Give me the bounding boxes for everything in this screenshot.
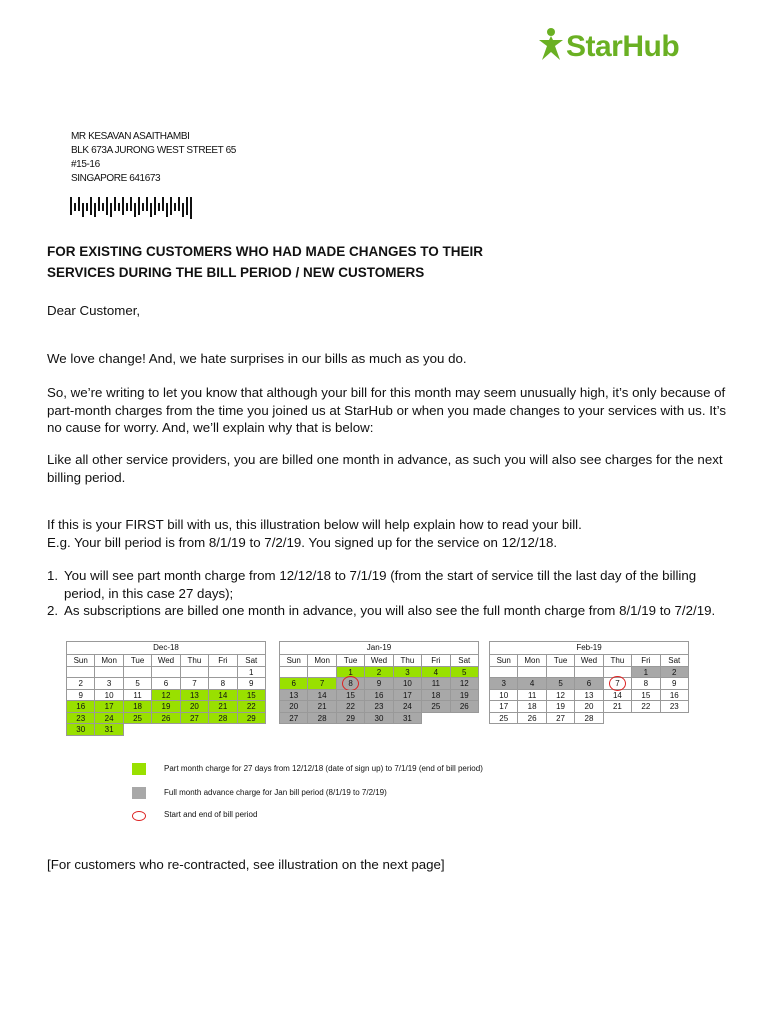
day-number: 9 (672, 679, 677, 688)
day-number: 17 (104, 702, 114, 711)
day-header: Thu (181, 655, 209, 667)
day-header: Sun (67, 655, 95, 667)
day-number: 12 (459, 679, 469, 688)
day-number: 15 (641, 690, 651, 700)
day-number: 7 (319, 679, 325, 688)
day-number: 30 (374, 713, 384, 723)
day-number: 9 (376, 679, 382, 688)
calendar-title: Feb-19 (489, 641, 689, 654)
legend-label: Full month advance charge for Jan bill period (8/1/19 to 7/2/19) (164, 788, 387, 797)
day-header: Tue (124, 655, 152, 667)
recipient-address (71, 130, 236, 186)
day-number: 10 (499, 690, 509, 700)
list-text: You will see part month charge from 12/12/18 to 7/1/19 (from the start of service till the last day of the billing period, in this case 27 days); (64, 568, 697, 601)
day-number: 2 (376, 667, 382, 677)
day-number: 2 (78, 679, 83, 688)
day-number: 24 (402, 702, 412, 711)
day-number: 27 (289, 713, 299, 723)
day-number: 1 (643, 667, 649, 677)
day-header: Thu (394, 655, 422, 667)
postal-barcode (70, 197, 200, 219)
day-number: 28 (584, 713, 594, 723)
day-number: 12 (161, 690, 171, 700)
day-number: 7 (192, 679, 197, 688)
legend-swatch-green (132, 763, 146, 775)
charge-list (47, 567, 727, 620)
day-header: Fri (422, 655, 450, 667)
day-number: 15 (246, 690, 256, 700)
legend-label: Part month charge for 27 days from 12/12/18 (date of sign up) to 7/1/19 (end of bill period) (164, 764, 483, 773)
day-header: Tue (547, 655, 575, 667)
day-number: 14 (317, 690, 327, 700)
day-number: 18 (431, 690, 441, 700)
day-number: 3 (405, 667, 410, 677)
day-number: 22 (641, 702, 651, 711)
first-bill-line: If this is your FIRST bill with us, this illustration below will help explain how to read your bill. (47, 517, 582, 532)
advance-billing-paragraph: Like all other service providers, you are billed one month in advance, as such you will also see charges for the next billing period. (47, 452, 723, 485)
day-number: 25 (499, 713, 509, 723)
day-number: 11 (431, 679, 440, 688)
day-number: 6 (291, 679, 296, 688)
day-number: 5 (135, 679, 140, 688)
day-number: 13 (189, 690, 199, 700)
list-item (47, 602, 727, 620)
day-number: 31 (104, 725, 114, 734)
day-number: 10 (104, 690, 114, 700)
day-number: 3 (106, 679, 112, 688)
day-number: 16 (374, 690, 384, 700)
legend-circle-icon (132, 811, 146, 821)
day-number: 7 (615, 679, 620, 688)
day-number: 14 (218, 690, 228, 700)
day-number: 14 (612, 690, 622, 700)
day-number: 5 (558, 679, 563, 688)
day-header: Sat (451, 655, 479, 667)
greeting: Dear Customer, (47, 303, 141, 318)
letter-heading (47, 241, 483, 283)
day-number: 21 (612, 702, 622, 711)
day-number: 8 (348, 679, 353, 688)
day-number: 23 (669, 702, 679, 711)
day-number: 30 (76, 725, 86, 734)
day-number: 16 (76, 702, 86, 711)
intro-paragraph: We love change! And, we hate surprises in our bills as much as you do. (47, 351, 467, 366)
day-number: 11 (527, 690, 537, 700)
day-number: 12 (556, 690, 566, 700)
star-person-icon (536, 26, 566, 66)
calendar-title: Jan-19 (279, 641, 479, 654)
day-number: 17 (402, 690, 412, 700)
day-number: 21 (317, 702, 327, 711)
day-number: 4 (529, 679, 535, 688)
address-line: BLK 673A JURONG WEST STREET 65 (71, 145, 236, 156)
day-header: Mon (95, 655, 123, 667)
heading-line: SERVICES DURING THE BILL PERIOD / NEW CUSTOMERS (47, 265, 425, 280)
footer-note: [For customers who re-contracted, see illustration on the next page] (47, 857, 445, 872)
address-line: MR KESAVAN ASAITHAMBI (71, 131, 190, 142)
day-number: 1 (348, 667, 353, 677)
heading-line: FOR EXISTING CUSTOMERS WHO HAD MADE CHANGES TO THEIR (47, 244, 484, 259)
day-number: 16 (669, 690, 679, 700)
day-header: Thu (604, 655, 632, 667)
day-number: 20 (584, 702, 594, 711)
day-number: 15 (346, 690, 356, 700)
day-header: Sat (238, 655, 266, 667)
day-number: 3 (501, 679, 506, 688)
brand-name: StarHub (566, 30, 680, 63)
day-number: 24 (104, 713, 114, 723)
starhub-logo (536, 26, 736, 74)
day-number: 26 (161, 713, 171, 723)
day-number: 21 (218, 702, 228, 711)
day-number: 28 (317, 713, 327, 723)
day-number: 11 (133, 690, 142, 700)
day-number: 19 (459, 690, 469, 700)
day-number: 20 (289, 702, 299, 711)
day-number: 23 (76, 713, 86, 723)
day-number: 20 (189, 702, 199, 711)
day-number: 9 (78, 690, 83, 700)
address-line: #15-16 (71, 159, 100, 170)
list-number: 1. (47, 568, 59, 583)
day-header: Tue (337, 655, 365, 667)
day-header: Mon (308, 655, 336, 667)
day-number: 1 (249, 667, 254, 677)
day-header: Fri (209, 655, 237, 667)
day-number: 13 (289, 690, 299, 700)
day-number: 19 (161, 702, 171, 711)
day-number: 6 (163, 679, 169, 688)
day-number: 4 (433, 667, 439, 677)
day-number: 2 (672, 667, 677, 677)
billing-illustration (66, 641, 706, 831)
address-line: SINGAPORE 641673 (71, 173, 161, 184)
day-header: Wed (152, 655, 180, 667)
day-number: 9 (249, 679, 254, 688)
list-text: As subscriptions are billed one month in advance, you will also see the full month charge from 8/1/19 to 7/2/19. (64, 603, 716, 618)
day-header: Sun (280, 655, 308, 667)
day-number: 18 (133, 702, 143, 711)
day-number: 19 (556, 702, 566, 711)
day-number: 28 (218, 713, 228, 723)
calendar-title: Dec-18 (66, 641, 266, 654)
day-number: 22 (346, 702, 356, 711)
legend-swatch-grey (132, 787, 146, 799)
day-number: 26 (459, 702, 469, 711)
day-number: 6 (586, 679, 592, 688)
day-number: 26 (527, 713, 537, 723)
day-number: 8 (220, 679, 226, 688)
legend-label: Start and end of bill period (164, 810, 258, 819)
day-header: Wed (575, 655, 603, 667)
legend (66, 641, 706, 831)
day-header: Fri (632, 655, 660, 667)
day-number: 10 (402, 679, 412, 688)
day-number: 5 (462, 667, 467, 677)
list-number: 2. (47, 603, 59, 618)
day-header: Sat (661, 655, 689, 667)
day-number: 17 (499, 702, 509, 711)
day-number: 29 (346, 713, 356, 723)
day-number: 25 (431, 702, 441, 711)
day-number: 23 (374, 702, 384, 711)
day-number: 22 (246, 702, 256, 711)
day-header: Sun (490, 655, 518, 667)
day-header: Mon (518, 655, 546, 667)
day-number: 8 (643, 679, 649, 688)
example-line: E.g. Your bill period is from 8/1/19 to 7/2/19. You signed up for the service on 12/12/18. (47, 534, 558, 550)
first-bill-paragraph (47, 516, 727, 551)
day-number: 31 (402, 713, 412, 723)
explanation-paragraph: So, we’re writing to let you know that although your bill for this month may seem unusually high, it’s only because of part-month charges from the time you joined us at StarHub or when you made changes to your services with us. It’s no cause for worry. And, we’ll explain why that is below: (47, 385, 726, 435)
day-number: 25 (133, 713, 143, 723)
day-header: Wed (365, 655, 393, 667)
day-number: 27 (189, 713, 199, 723)
day-number: 13 (584, 690, 594, 700)
day-number: 18 (527, 702, 537, 711)
day-number: 27 (556, 713, 566, 723)
list-item (47, 567, 727, 602)
day-number: 29 (246, 713, 256, 723)
